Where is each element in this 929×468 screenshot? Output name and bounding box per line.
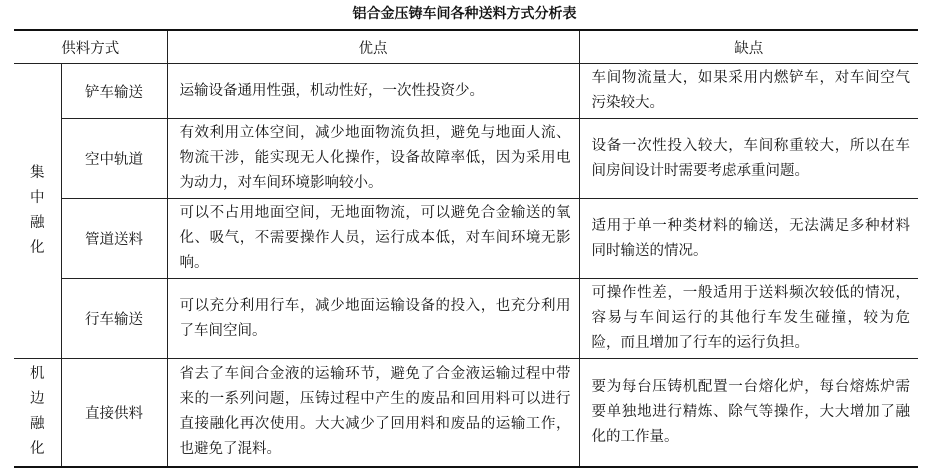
category-char: 化 (30, 441, 45, 458)
category-char: 机 (30, 366, 45, 383)
method-cell: 铲车输送 (61, 64, 167, 119)
pros-cell: 可以不占用地面空间，无地面物流，可以避免合金输送的氧化、吸气，不需要操作人员，运行成本低，对车间环境无影响。 (167, 199, 579, 279)
category-char: 边 (30, 391, 45, 408)
table-row (14, 279, 918, 359)
cons-cell: 可操作性差，一般适用于送料频次较低的情况，容易与车间运行的其他行车发生碰撞，较为危险，而且增加了行车的运行负担。 (579, 279, 918, 359)
cons-cell: 设备一次性投入较大，车间称重较大，所以在车间房间设计时需要考虑承重问题。 (579, 119, 918, 199)
category-centralized (14, 64, 61, 359)
header-method: 供料方式 (14, 30, 167, 64)
table-row (14, 199, 918, 279)
table-row (14, 359, 918, 467)
category-char: 融 (30, 416, 45, 433)
method-cell: 空中轨道 (61, 119, 167, 199)
pros-cell: 可以充分利用行车，减少地面运输设备的投入，也充分利用了车间空间。 (167, 279, 579, 359)
category-char: 化 (30, 240, 45, 256)
pros-cell: 运输设备通用性强，机动性好，一次性投资少。 (167, 64, 579, 119)
category-char: 集 (30, 165, 45, 181)
method-cell: 管道送料 (61, 199, 167, 279)
pros-cell: 省去了车间合金液的运输环节，避免了合金液运输过程中带来的一系列问题，压铸过程中产生的废品和回用料可以进行直接融化再次使用。大大减少了回用料和废品的运输工作，也避免了混料。 (167, 359, 579, 467)
cons-cell: 要为每台压铸机配置一台熔化炉，每台熔炼炉需要单独地进行精炼、除气等操作，大大增加了融化的工作量。 (579, 359, 918, 467)
header-pros: 优点 (167, 30, 579, 64)
cons-cell: 适用于单一种类材料的输送，无法满足多种材料同时输送的情况。 (579, 199, 918, 279)
category-char: 融 (30, 215, 45, 231)
method-cell: 直接供料 (61, 359, 167, 467)
method-cell: 行车输送 (61, 279, 167, 359)
category-char: 中 (30, 190, 45, 206)
table-row (14, 64, 918, 119)
table-row (14, 119, 918, 199)
header-cons: 缺点 (579, 30, 918, 64)
cons-cell: 车间物流量大，如果采用内燃铲车，对车间空气污染较大。 (579, 64, 918, 119)
pros-cell: 有效利用立体空间，减少地面物流负担，避免与地面人流、物流干涉，能实现无人化操作，设备故障率低，因为采用电为动力，对车间环境影响较小。 (167, 119, 579, 199)
table-title: 铝合金压铸车间各种送料方式分析表 (352, 6, 577, 22)
feeding-methods-table (14, 29, 918, 468)
header-row (14, 30, 918, 64)
category-machine-side (14, 359, 61, 467)
